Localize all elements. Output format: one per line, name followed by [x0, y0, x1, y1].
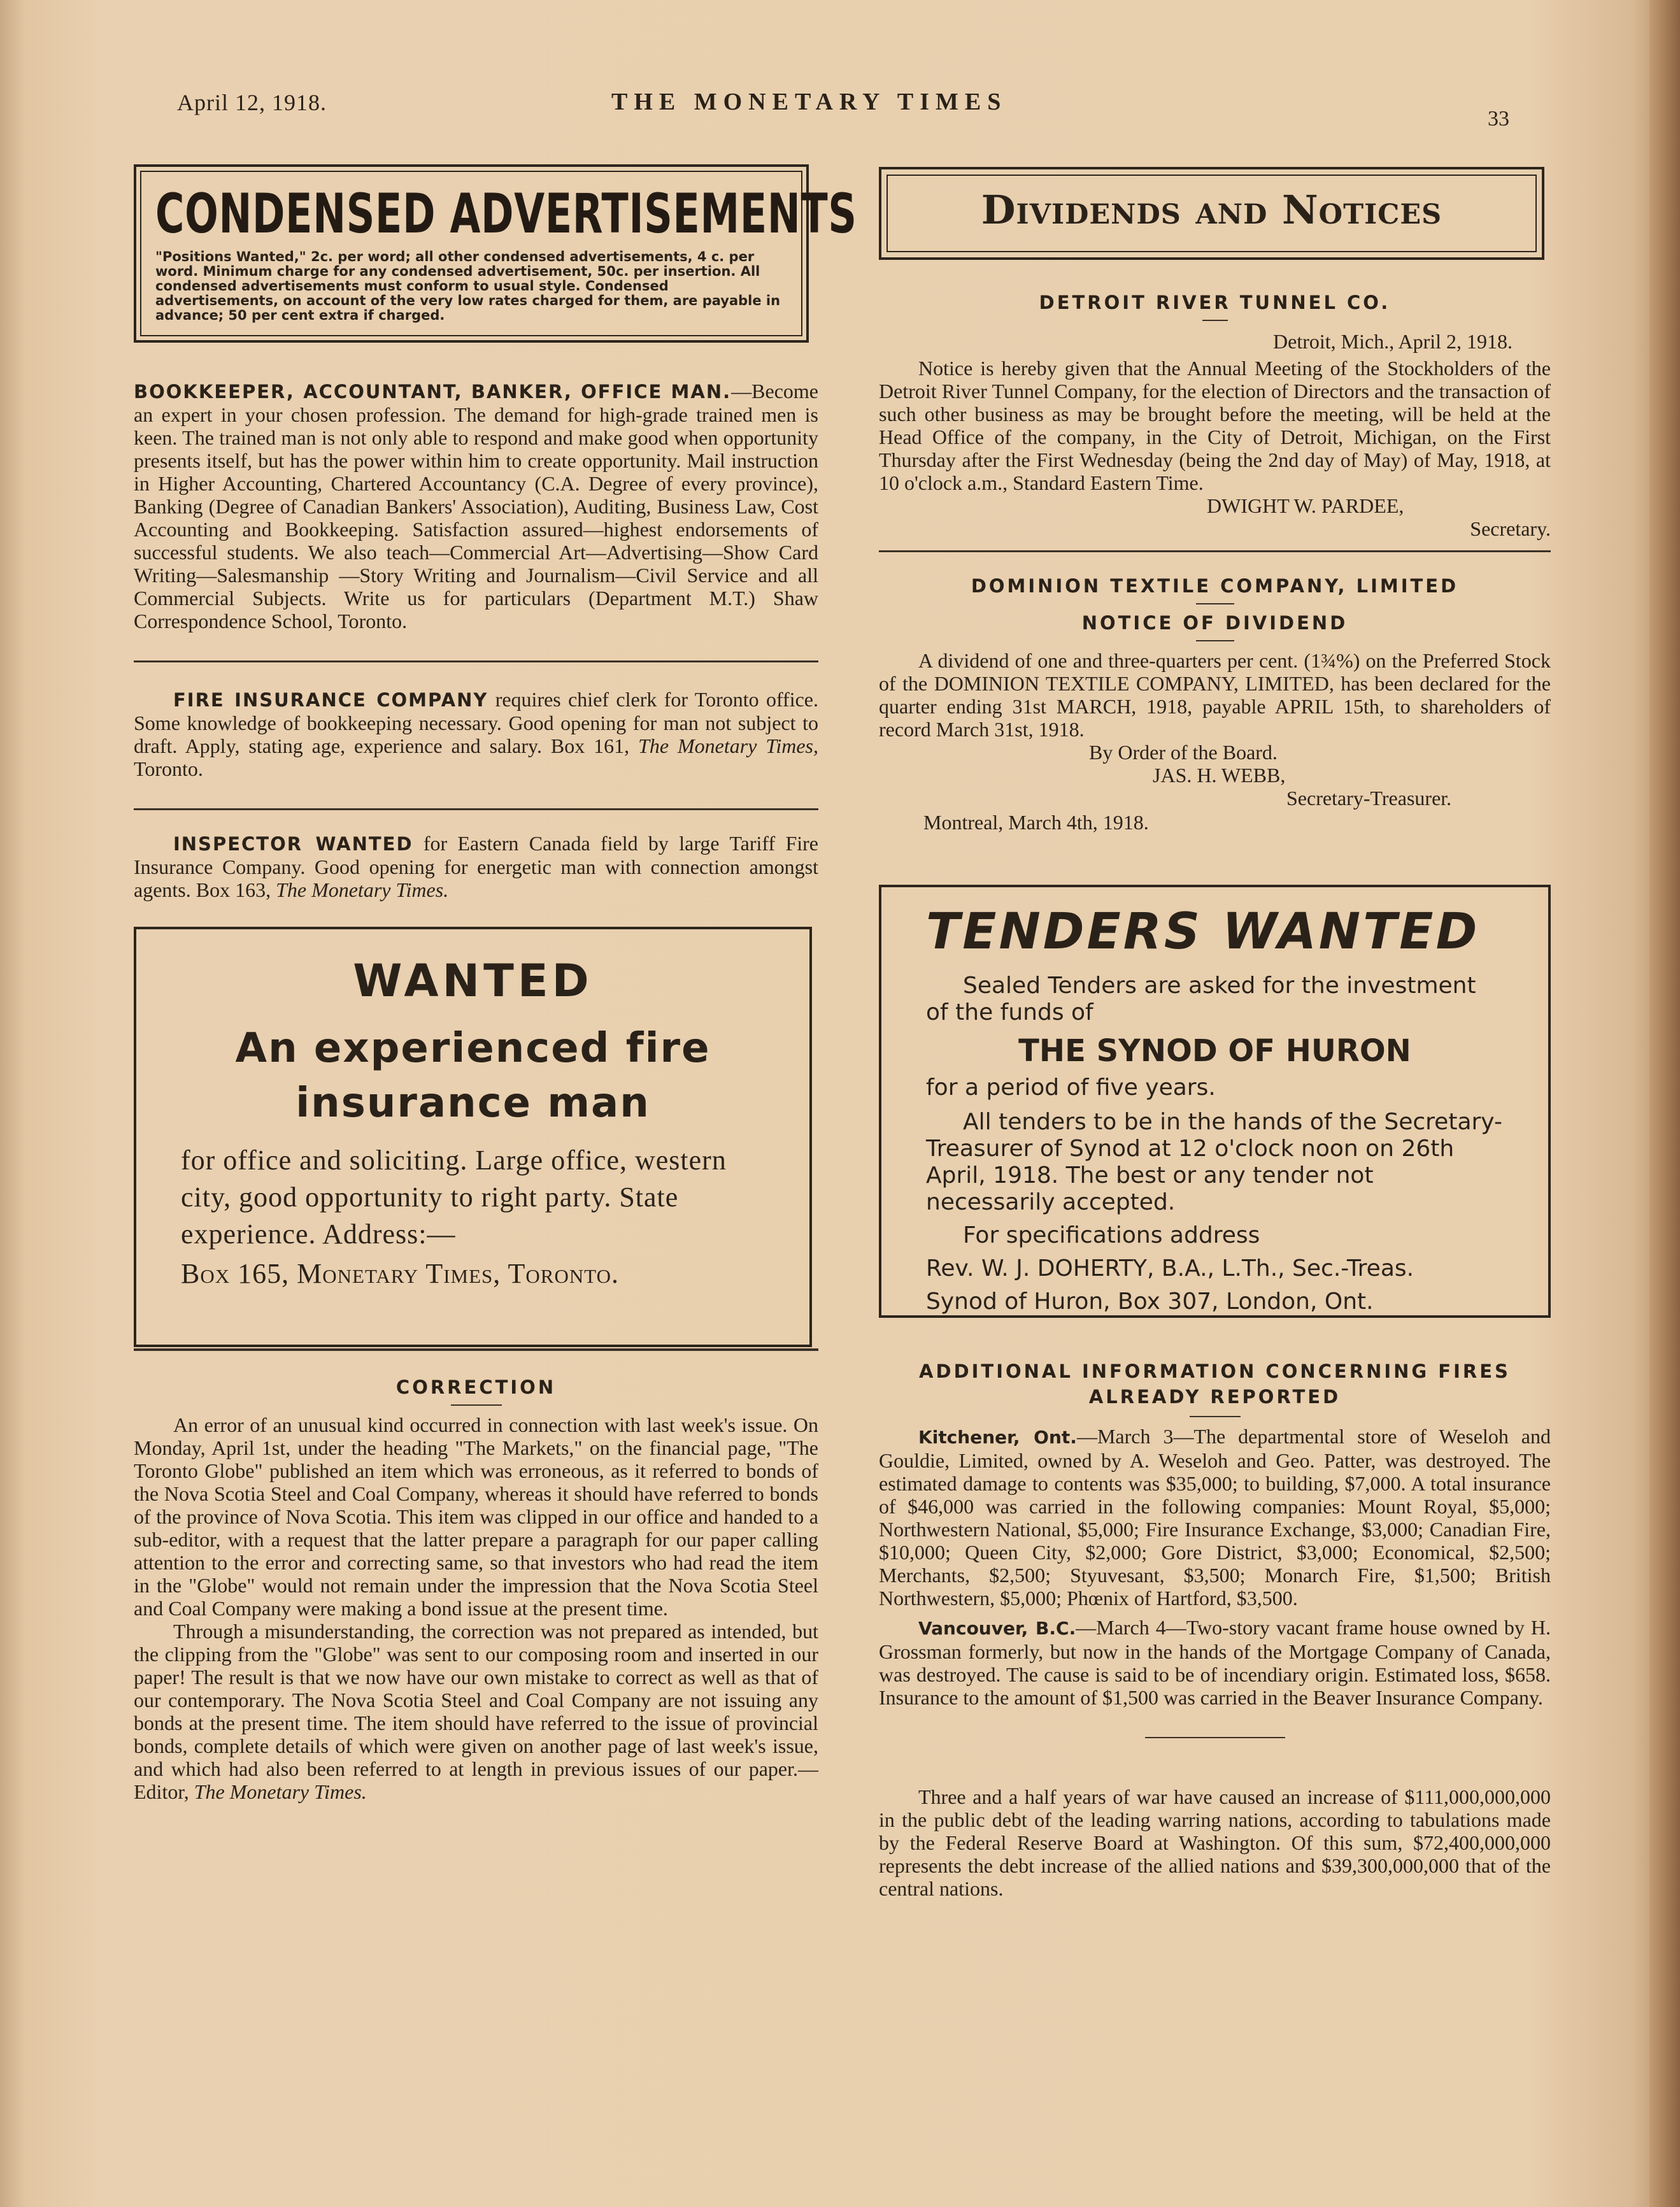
dominion-notice [879, 649, 1551, 741]
dominion-heading: DOMINION TEXTILE COMPANY, LIMITED [971, 575, 1459, 597]
issue-date: April 12, 1918. [177, 90, 327, 115]
war-debt-item [879, 1785, 1551, 1900]
wanted-box [134, 927, 812, 1347]
tenders-synod: THE SYNOD OF HURON [1018, 1033, 1411, 1069]
tenders-box [879, 885, 1551, 1318]
ad-lead: FIRE INSURANCE COMPANY [173, 689, 488, 711]
fires-heading: ADDITIONAL INFORMATION CONCERNING FIRES ALREADY REPORTED [919, 1361, 1511, 1408]
fire-location: Kitchener, Ont. [918, 1427, 1077, 1448]
divider [879, 550, 1551, 552]
ad-publication: The Monetary Times, [638, 734, 819, 757]
ad-body: —Become an expert in your chosen profession. The demand for high-grade trained men is keen. The trained man is not only able to respond and make good when opportunity presents itself, but has the power within him to create opportunity. Mail instruction in Higher Accounting, Chartered Accountancy (C.A. Degree of every province), Banking (Degree of Canadian Bankers' Association), Auditing, Business Law, Cost Accounting and Bookkeeping. Satisfaction assured—highest endorsements of successful students. We also teach—Commercial Art—Advertising—Show Card Writing—Salesmanship —Story Writing and Journalism—Civil Service and all Commercial Subjects. Write us for particulars (Department M.T.) Shaw Correspondence School, Toronto. [134, 380, 818, 632]
binding-edge [1649, 0, 1680, 2207]
wanted-subheading: An experienced fire insurance man [235, 1025, 711, 1127]
short-rule [451, 1404, 502, 1406]
divider [134, 661, 818, 662]
fire-location: Vancouver, B.C. [918, 1618, 1076, 1639]
dominion-subheading: NOTICE OF DIVIDEND [1081, 612, 1348, 634]
detroit-body: Notice is hereby given that the Annual Meeting of the Stockholders of the Detroit River Tunnel Company, for the election of Directors and the transaction of such other business as may be brought before the meeting, will be held at the Head Office of the company, in the City of Detroit, Michigan, on the First Thursday after the First Wednesday (being the 2nd day of May) of May, 1918, at 10 o'clock a.m., Standard Eastern Time. [879, 357, 1551, 494]
dominion-signer-title: Secretary-Treasurer. [1286, 787, 1452, 810]
ad-bookkeeper [134, 380, 818, 632]
war-debt-text: Three and a half years of war have caused an increase of $111,000,000,000 in the public debt of the leading warring nations, according to tabulations made by the Federal Reserve Board at Washington. Of this sum, $72,400,000,000 represents the debt increase of the allied nations and $39,300,000,000 that of the central nations. [879, 1785, 1551, 1900]
detroit-signer: DWIGHT W. PARDEE, [1207, 494, 1404, 517]
dominion-place-date: Montreal, March 4th, 1918. [923, 811, 1149, 834]
fire-report: —March 3—The departmental store of Weseloh and Gouldie, Limited, owned by A. Weseloh and Geo. Patter, was destroyed. The estimated damage to contents was $35,000; to building, $7,000. A total insurance of $46,000 was carried in the following companies: Mount Royal, $5,000; Northwestern National, $5,000; Fire Insurance Exchange, $3,000; Canadian Fire, $10,000; Queen City, $2,000; Gore District, $3,000; Economical, $2,500; Merchants, $2,500; Styuvesant, $3,500; Monarch Fire, $1,500; British Northwestern, $5,000; Phœnix of Hartford, $3,500. [879, 1425, 1551, 1610]
dominion-order: By Order of the Board. [1089, 741, 1278, 764]
ad-fire-insurance [134, 688, 818, 780]
left-column [134, 164, 857, 1803]
tenders-contact: Rev. W. J. DOHERTY, B.A., L.Th., Sec.-Treas. [926, 1255, 1414, 1282]
tenders-body [926, 973, 1504, 1315]
dividends-box [879, 167, 1544, 260]
ad-lead: BOOKKEEPER, ACCOUNTANT, BANKER, OFFICE MAN. [134, 381, 732, 403]
condensed-ads-rates: "Positions Wanted," 2c. per word; all other condensed advertisements, 4 c. per word. Minimum charge for any condensed advertisement, 50c. per insertion. All condensed advertisements must conform to usual style. Condensed advertisements, on account of the very low rates charged for them, are payable in advance; 50 per cent extra if charged. [155, 249, 781, 323]
fire-report: —March 4—Two-story vacant frame house owned by H. Grossman formerly, but now in the hands of the Mortgage Company of Canada, was destroyed. The cause is said to be of incendiary origin. Estimated loss, $658. Insurance to the amount of $1,500 was carried in the Beaver Insurance Company. [879, 1616, 1551, 1709]
detroit-heading: DETROIT RIVER TUNNEL CO. [1039, 292, 1391, 313]
wanted-body: for office and soliciting. Large office, western city, good opportunity to right party. State experience. Address:— [181, 1145, 727, 1250]
detroit-dateline: Detroit, Mich., April 2, 1918. [1273, 330, 1513, 353]
masthead-title: THE MONETARY TIMES [611, 89, 1007, 115]
right-column [879, 167, 1551, 1900]
page-number: 33 [1488, 107, 1509, 131]
ad-body: for Eastern Canada field by large Tariff Fire Insurance Company. Good opening for energetic man with connection amongst agents. Box 163, [134, 832, 819, 901]
ad-lead: INSPECTOR WANTED [173, 833, 413, 855]
ad-tail: Toronto. [134, 757, 203, 780]
condensed-ads-title: CONDENSED ADVERTISEMENTS [155, 182, 857, 246]
correction-paragraph: An error of an unusual kind occurred in connection with last week's issue. On Monday, April 1st, under the heading "The Markets," on the financial page, "The Toronto Globe" published an item which was erroneous, as it referred to bonds of the Nova Scotia Steel and Coal Company, whereas it should have referred to bonds of the province of Nova Scotia. This item was clipped in our office and handed to a sub-editor, with a request that the latter prepare a paragraph for our paper calling attention to the error and correcting same, so that investors who had read the item in the "Globe" would not remain under the impression that the Nova Scotia Steel and Coal Company were making a bond issue at the present time. [134, 1413, 818, 1620]
short-rule [1196, 603, 1234, 604]
correction-heading: CORRECTION [395, 1376, 557, 1398]
tenders-period: for a period of five years. [926, 1075, 1216, 1101]
tenders-address: Synod of Huron, Box 307, London, Ont. [926, 1289, 1374, 1315]
tenders-heading: TENDERS WANTED [926, 903, 1480, 961]
short-rule [1145, 1737, 1285, 1738]
correction-text [134, 1413, 818, 1803]
short-rule [1202, 320, 1228, 321]
dividends-title: Dividends and Notices [981, 187, 1442, 233]
condensed-ads-box [134, 164, 857, 343]
detroit-signer-title: Secretary. [1470, 517, 1551, 540]
tenders-deadline: All tenders to be in the hands of the Secretary-Treasurer of Synod at 12 o'clock noon on 26th April, 1918. The best or any tender not necessarily accepted. [926, 1109, 1502, 1215]
dominion-signer: JAS. H. WEBB, [1153, 764, 1286, 787]
dominion-body: A dividend of one and three-quarters per cent. (1¾%) on the Preferred Stock of the DOMINION TEXTILE COMPANY, LIMITED, has been declared for the quarter ending 31st MARCH, 1918, payable APRIL 15th, to shareholders of record March 31st, 1918. [879, 649, 1551, 741]
ad-inspector [134, 832, 818, 901]
tenders-intro: Sealed Tenders are asked for the investment of the funds of [926, 973, 1476, 1025]
detroit-notice [879, 357, 1551, 494]
correction-paragraph-2 [134, 1620, 818, 1803]
wanted-heading: WANTED [353, 955, 593, 1007]
correction-paragraph-2-text: Through a misunderstanding, the correction was not prepared as intended, but the clipping from the "Globe" was sent to our composing room and inserted in our paper! The result is that we now have our own mistake to correct as well as that of our contemporary. The Nova Scotia Steel and Coal Company are not issuing any bonds at the present time. The item should have referred to the issue of provincial bonds, complete details of which were given on another page of last week's issue, and which had also been referred to at length in previous issues of our paper.—Editor, [134, 1620, 818, 1803]
fires-text [879, 1425, 1551, 1709]
short-rule [1196, 640, 1234, 641]
divider [134, 808, 818, 810]
ad-publication: The Monetary Times. [276, 878, 449, 901]
short-rule [1190, 1416, 1241, 1417]
divider [134, 1348, 818, 1351]
wanted-address: Box 165, Monetary Times, Toronto. [181, 1258, 619, 1289]
ad-body: requires chief clerk for Toronto office. Some knowledge of bookkeeping necessary. Good opening for man not subject to draft. Apply, stating age, experience and salary. Box 161, [134, 688, 819, 757]
tenders-spec: For specifications address [963, 1222, 1260, 1248]
correction-signature: The Monetary Times. [194, 1780, 367, 1803]
